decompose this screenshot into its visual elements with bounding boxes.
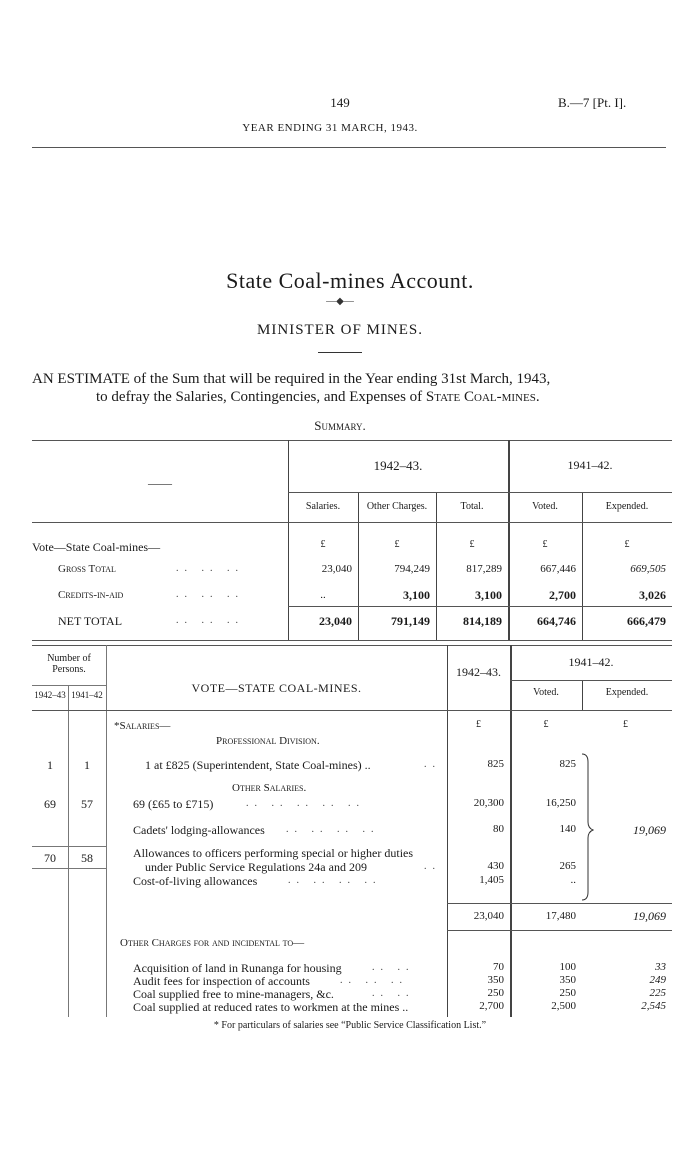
summary-cell: 3,100: [403, 588, 430, 602]
summary-cell: 669,505: [630, 563, 666, 575]
leader-dots: .. ..: [372, 988, 415, 999]
summary-cell: 667,446: [540, 563, 576, 575]
leader-dots: .. .. .. .. ..: [246, 798, 365, 809]
summary-cell: 3,100: [475, 588, 502, 602]
page-number: 149: [330, 95, 350, 110]
summary-cell: 794,249: [394, 563, 430, 575]
salary-cur: 80: [493, 823, 504, 835]
salary-row-text: 69 (£65 to £715): [133, 797, 214, 811]
ministry-rule: [318, 352, 362, 353]
other-row-voted: 100: [559, 961, 576, 973]
other-salaries: Other Salaries.: [232, 782, 307, 794]
detail-header-rule: [32, 710, 672, 711]
currency-mark: £: [623, 719, 628, 730]
expended-bracket: [580, 752, 594, 902]
estimate-line-2: [96, 389, 656, 406]
document-reference: B.—7 [Pt. I].: [558, 95, 627, 110]
summary-col-other: Other Charges.: [366, 501, 428, 512]
summary-vote-label: Vote—State Coal-mines—: [32, 540, 161, 554]
other-row-cur: 350: [487, 974, 504, 986]
leader-dots: .. .. ..: [340, 975, 408, 986]
summary-year-prev: 1941–42.: [567, 458, 613, 472]
col-1941: 1941–42: [71, 690, 103, 700]
estimate-line-1: AN ESTIMATE of the Sum that will be required in the Year ending 31st March, 1943,: [32, 371, 551, 387]
summary-cell: 2,700: [549, 588, 576, 602]
salary-row-text: Cadets' lodging-allowances: [133, 823, 265, 837]
summary-row-label: Gross Total: [58, 563, 116, 575]
summary-heading: Summary.: [314, 418, 366, 433]
leader-dots: .. .. ..: [176, 615, 244, 626]
summary-cell: 3,026: [639, 588, 666, 602]
summary-top-rule: [32, 440, 672, 441]
summary-cell: 23,040: [319, 614, 352, 628]
salaries-heading: *Salaries—: [114, 720, 171, 732]
other-row-cur: 70: [493, 961, 504, 973]
summary-col-expended: Expended.: [605, 501, 649, 512]
leader-dots: ..: [424, 759, 441, 770]
col-1942: 1942–43: [34, 690, 66, 700]
persons-1942: 69: [44, 797, 56, 811]
other-row-text: Audit fees for inspection of accounts: [133, 974, 310, 988]
detail-year-prev: 1941–42.: [568, 655, 614, 669]
year-line: YEAR ENDING 31 MARCH, 1943.: [242, 122, 418, 134]
other-row-expended: 225: [649, 987, 666, 999]
persons-total-1942: 70: [44, 851, 56, 865]
currency-mark: £: [469, 539, 475, 550]
salaries-total-expended: 19,069: [633, 909, 666, 923]
header-rule: [32, 147, 666, 148]
leader-dots: .. .. ..: [176, 563, 244, 574]
summary-bottom-rule: [32, 640, 672, 641]
detail-vrule-desc: [106, 645, 107, 1017]
currency-mark: £: [394, 539, 400, 550]
other-row-cur: 2,700: [479, 1000, 504, 1012]
summary-cell: 664,746: [537, 614, 576, 628]
vote-title: VOTE—STATE COAL-MINES.: [191, 681, 362, 695]
other-row-expended: 33: [655, 961, 666, 973]
col-allowances-cur: 1,405: [479, 874, 504, 886]
persons-total-rule: [32, 846, 106, 847]
persons-total-1941: 58: [81, 851, 93, 865]
allowances-cur: 430: [487, 860, 504, 872]
leader-dots: .. .. .. ..: [286, 824, 380, 835]
ministry-heading: MINISTER OF MINES.: [257, 322, 423, 338]
other-row-text: Coal supplied at reduced rates to workmen at the mines ..: [133, 1000, 409, 1014]
other-row-text: Coal supplied free to mine-managers, &c.: [133, 987, 334, 1001]
summary-col-total: Total.: [460, 501, 484, 512]
salary-cur: 825: [487, 758, 504, 770]
salary-voted: 140: [559, 823, 576, 835]
other-charges-heading: Other Charges for and incidental to—: [120, 937, 305, 949]
footnote: * For particulars of salaries see “Public Service Classification List.”: [213, 1020, 487, 1031]
persons-rule: [32, 685, 106, 686]
persons-1941: 57: [81, 797, 93, 811]
salary-voted: 825: [559, 758, 576, 770]
summary-year-current: 1942–43.: [373, 458, 423, 473]
summary-row-label: Credits-in-aid: [58, 589, 124, 601]
summary-cell: 23,040: [321, 563, 352, 575]
allowances-voted: 265: [559, 860, 576, 872]
other-row-voted: 350: [559, 974, 576, 986]
summary-cell: 666,479: [627, 614, 666, 628]
summary-dash: ——: [148, 476, 172, 490]
summary-cell: 791,149: [391, 614, 430, 628]
persons-1941: 1: [84, 758, 90, 772]
allowances-line-1: Allowances to officers performing special or higher duties: [133, 846, 414, 860]
allowances-line-2: under Public Service Regulations 24a and 209: [145, 860, 367, 874]
detail-year-rule: [510, 680, 672, 681]
summary-col-salaries: Salaries.: [305, 501, 341, 512]
persons-total-bottom-rule: [32, 868, 106, 869]
summary-cell: 817,289: [466, 563, 502, 575]
summary-col-voted: Voted.: [532, 501, 558, 512]
estimate-line-2-text: to defray the Salaries, Contingencies, and Expenses of: [96, 389, 426, 405]
number-persons-label: Number of Persons.: [47, 653, 91, 675]
salary-cur: 20,300: [473, 797, 504, 809]
summary-year-rule: [288, 492, 672, 493]
salaries-total-top-rule: [447, 903, 672, 904]
other-row-cur: 250: [487, 987, 504, 999]
leader-dots: .. ..: [372, 962, 415, 973]
estimate-line-2-smallcaps: State Coal-mines.: [425, 389, 540, 405]
currency-mark: £: [543, 719, 549, 730]
summary-cell: 814,189: [463, 614, 502, 628]
other-row-expended: 2,545: [641, 1000, 666, 1012]
currency-mark: £: [320, 539, 326, 550]
summary-row-label: NET TOTAL: [58, 614, 123, 628]
bracket-expended-value: 19,069: [633, 823, 666, 837]
col-allowances-voted: ..: [570, 874, 576, 886]
salaries-total-voted: 17,480: [545, 910, 576, 922]
summary-header-rule: [32, 522, 672, 523]
salaries-total-cur: 23,040: [473, 910, 504, 922]
col-allowances: Cost-of-living allowances: [133, 874, 258, 888]
salaries-total-bottom-rule: [447, 930, 672, 931]
summary-cell: ..: [320, 589, 326, 601]
salary-row-text: 1 at £825 (Superintendent, State Coal-mines) ..: [145, 758, 371, 772]
detail-top-rule: [32, 645, 672, 646]
detail-col-expended: Expended.: [605, 687, 649, 698]
leader-dots: ..: [424, 861, 441, 872]
leader-dots: .. .. .. ..: [288, 875, 382, 886]
other-row-voted: 250: [559, 987, 576, 999]
title-ornament: —◆—: [326, 296, 354, 307]
currency-mark: £: [476, 719, 481, 730]
currency-mark: £: [542, 539, 548, 550]
other-row-voted: 2,500: [551, 1000, 576, 1012]
page-title: State Coal-mines Account.: [226, 268, 474, 293]
other-row-text: Acquisition of land in Runanga for housing: [133, 961, 342, 975]
detail-year-current: 1942–43.: [456, 665, 501, 679]
other-row-expended: 249: [649, 974, 666, 986]
detail-col-voted: Voted.: [533, 687, 559, 698]
persons-1942: 1: [47, 758, 53, 772]
summary-net-rule: [288, 606, 672, 607]
professional-division: Professional Division.: [216, 735, 320, 747]
salary-voted: 16,250: [545, 797, 576, 809]
currency-mark: £: [624, 539, 630, 550]
leader-dots: .. .. ..: [176, 589, 244, 600]
